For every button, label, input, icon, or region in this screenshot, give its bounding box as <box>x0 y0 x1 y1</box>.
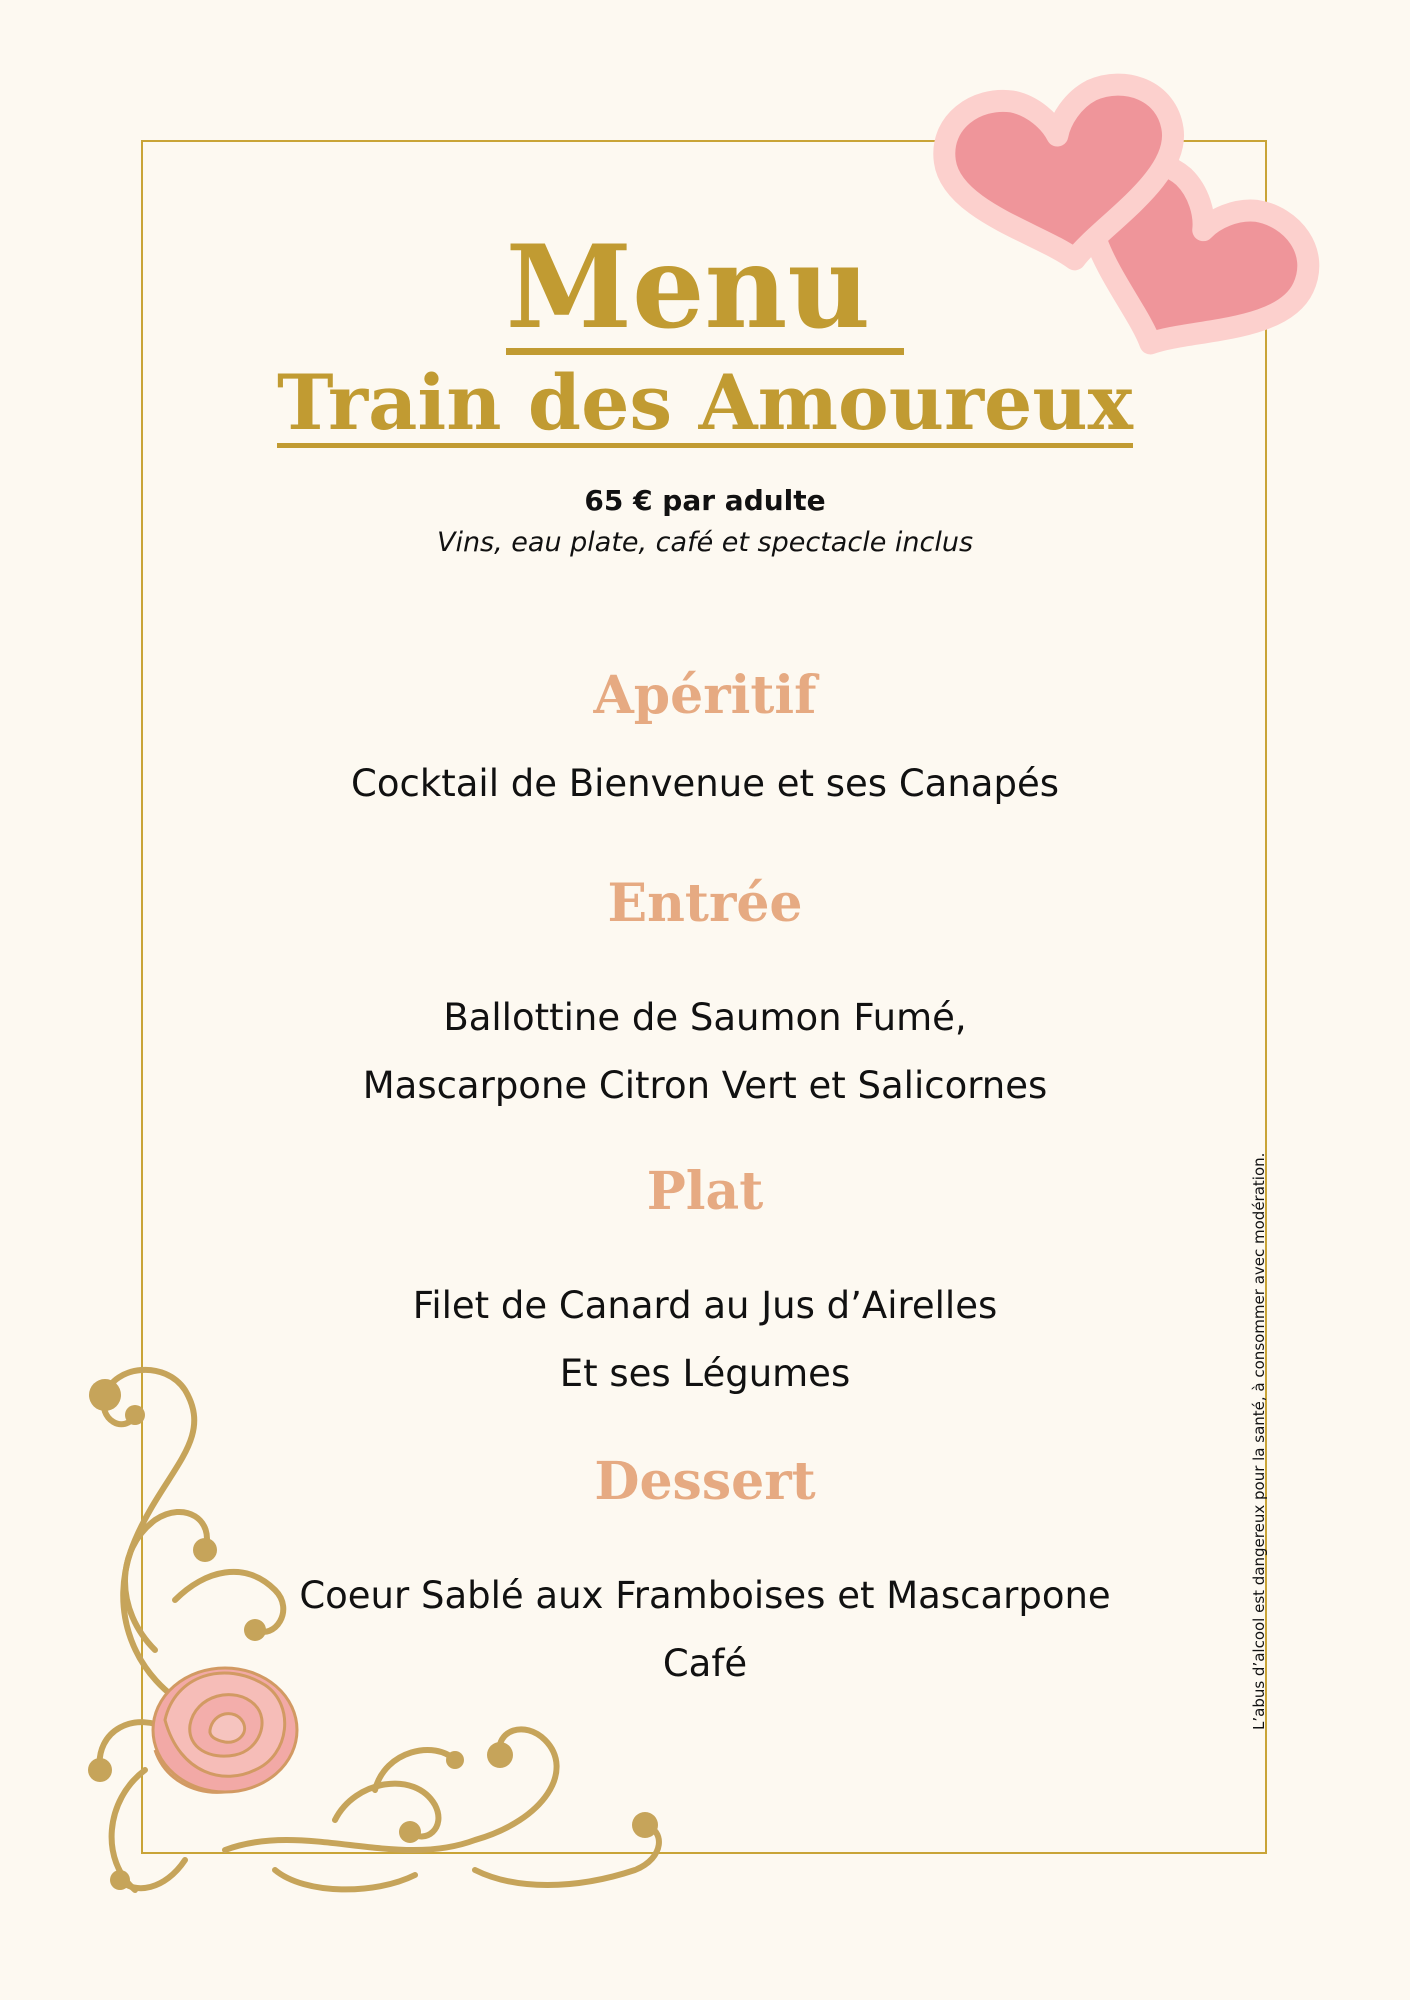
dish-line: Et ses Légumes <box>559 1352 851 1395</box>
section-entree <box>200 873 1210 1120</box>
menu-title: Menu <box>506 230 905 355</box>
dish-line: Filet de Canard au Jus d’Airelles <box>412 1284 998 1327</box>
menu-content <box>200 220 1210 1685</box>
alcohol-disclaimer: L’abus d’alcool est dangereux pour la santé, à consommer avec modération. <box>1250 1152 1268 1730</box>
section-title-entree: Entrée <box>607 873 803 934</box>
included-text: Vins, eau plate, café et spectacle inclus <box>436 527 974 558</box>
subtitle-block <box>200 355 1210 448</box>
menu-subtitle: Train des Amoureux <box>277 358 1133 447</box>
section-plat <box>200 1161 1210 1408</box>
dish-line: Coeur Sablé aux Framboises et Mascarpone <box>299 1574 1111 1617</box>
dish-line: Cocktail de Bienvenue et ses Canapés <box>351 762 1059 805</box>
section-title-plat: Plat <box>646 1161 764 1222</box>
dish-line: Mascarpone Citron Vert et Salicornes <box>362 1064 1048 1107</box>
section-title-aperitif: Apéritif <box>593 665 817 726</box>
title-block <box>200 220 1210 355</box>
dish-line: Ballottine de Saumon Fumé, <box>443 996 967 1039</box>
price-text: 65 € par adulte <box>584 484 826 517</box>
dish-line: Café <box>662 1642 748 1685</box>
section-title-dessert: Dessert <box>594 1451 816 1512</box>
section-aperitif <box>200 665 1210 818</box>
section-dessert <box>200 1451 1210 1698</box>
